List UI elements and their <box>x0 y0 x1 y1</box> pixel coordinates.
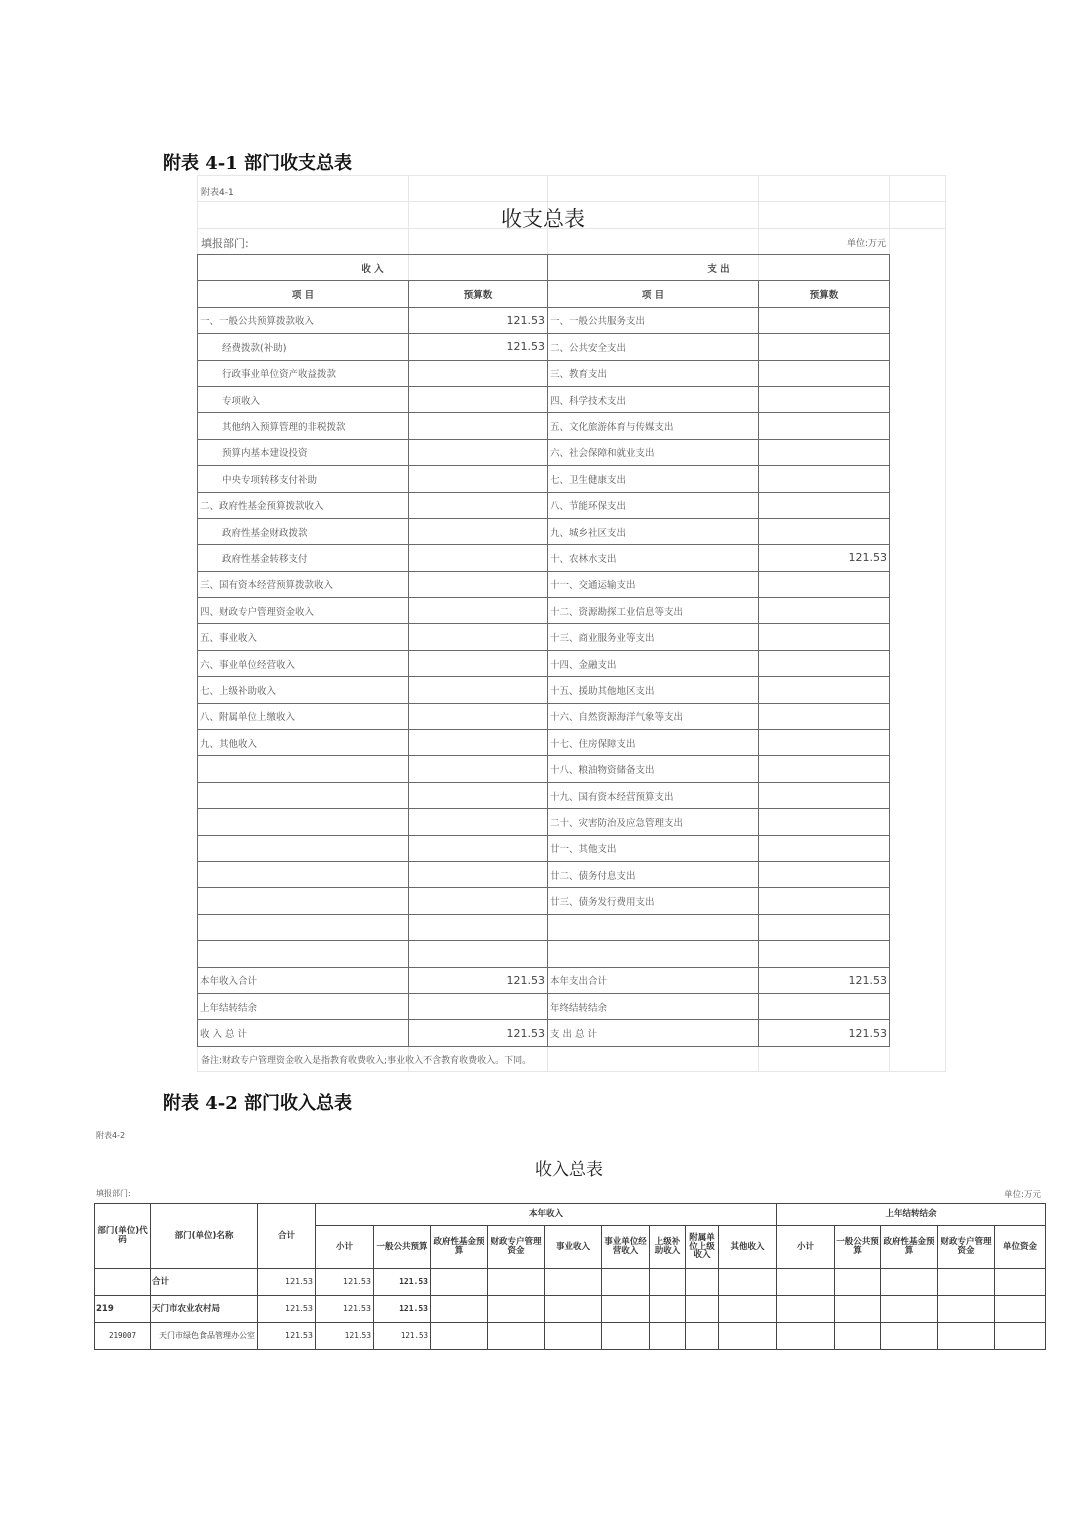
expense-value-cell <box>759 598 890 624</box>
expense-item-cell: 本年支出合计 <box>548 967 759 993</box>
table-row <box>198 782 890 808</box>
income-value-cell <box>409 492 548 518</box>
income-item-cell <box>198 914 409 940</box>
expense-value-cell <box>759 914 890 940</box>
table-row <box>198 993 890 1019</box>
table-row <box>198 835 890 861</box>
table-row <box>198 650 890 676</box>
income-item-cell: 政府性基金转移支付 <box>198 545 409 571</box>
expense-value-cell <box>759 466 890 492</box>
income-value-cell <box>409 624 548 650</box>
cell-code <box>95 1269 151 1296</box>
income-value-cell <box>409 730 548 756</box>
table-row <box>198 967 890 993</box>
section1-title: 附表 4-1 部门收支总表 <box>163 153 353 174</box>
expense-item-cell: 八、节能环保支出 <box>548 492 759 518</box>
expense-value-cell <box>759 518 890 544</box>
expense-item-cell: 五、文化旅游体育与传媒支出 <box>548 413 759 439</box>
table-row <box>198 756 890 782</box>
table-row <box>95 1323 1046 1350</box>
income-item-cell <box>198 782 409 808</box>
table-row <box>198 492 890 518</box>
expense-item-cell: 二十、灾害防治及应急管理支出 <box>548 809 759 835</box>
income-item-cell: 其他纳入预算管理的非税拨款 <box>198 413 409 439</box>
expense-item-cell: 十六、自然资源海洋气象等支出 <box>548 703 759 729</box>
cell-subtotal: 121.53 <box>316 1296 374 1323</box>
income-value-cell: 121.53 <box>409 967 548 993</box>
expense-item-cell: 十五、援助其他地区支出 <box>548 677 759 703</box>
table-row <box>198 334 890 360</box>
section2-title: 附表 4-2 部门收入总表 <box>163 1093 353 1114</box>
grid-line <box>945 175 946 1072</box>
header-current-year: 本年收入 <box>316 1204 777 1226</box>
expense-item-cell: 廿三、债务发行费用支出 <box>548 888 759 914</box>
income-item-cell: 八、附属单位上缴收入 <box>198 703 409 729</box>
table-row <box>198 413 890 439</box>
sheet-caption: 附表4-2 <box>96 1131 126 1140</box>
income-summary-table <box>94 1203 1046 1350</box>
income-item-cell: 九、其他收入 <box>198 730 409 756</box>
income-value-cell <box>409 439 548 465</box>
income-item-cell: 专项收入 <box>198 386 409 412</box>
header-prev-unit-funds: 单位资金 <box>995 1226 1046 1269</box>
header-special-account: 财政专户管理资金 <box>488 1226 545 1269</box>
table-row <box>198 571 890 597</box>
income-expense-table <box>197 254 890 1047</box>
table-row <box>198 466 890 492</box>
income-item-cell: 六、事业单位经营收入 <box>198 650 409 676</box>
income-item-cell: 行政事业单位资产收益拨款 <box>198 360 409 386</box>
income-item-cell: 三、国有资本经营预算拨款收入 <box>198 571 409 597</box>
income-value-cell <box>409 545 548 571</box>
header-previous-year: 上年结转结余 <box>777 1204 1046 1226</box>
header-gov-fund: 政府性基金预算 <box>431 1226 488 1269</box>
expense-item-cell: 七、卫生健康支出 <box>548 466 759 492</box>
expense-item-cell: 三、教育支出 <box>548 360 759 386</box>
expense-item-cell <box>548 941 759 967</box>
expense-item-cell: 十二、资源勘探工业信息等支出 <box>548 598 759 624</box>
income-item-cell <box>198 835 409 861</box>
income-value-cell <box>409 835 548 861</box>
col-budget-header: 预算数 <box>409 281 548 307</box>
unit-label: 单位:万元 <box>1004 1190 1041 1200</box>
income-item-cell <box>198 941 409 967</box>
expense-value-cell <box>759 439 890 465</box>
header-other-income: 其他收入 <box>719 1226 777 1269</box>
expense-value-cell <box>759 624 890 650</box>
expense-item-cell: 支 出 总 计 <box>548 1020 759 1046</box>
income-value-cell <box>409 703 548 729</box>
col-item-header: 项 目 <box>548 281 759 307</box>
cell-name: 合计 <box>151 1269 258 1296</box>
header-prev-subtotal: 小计 <box>777 1226 835 1269</box>
expense-item-cell: 二、公共安全支出 <box>548 334 759 360</box>
income-item-cell: 七、上级补助收入 <box>198 677 409 703</box>
expense-item-cell: 十三、商业服务业等支出 <box>548 624 759 650</box>
header-prev-gov-fund: 政府性基金预算 <box>881 1226 938 1269</box>
expense-value-cell <box>759 888 890 914</box>
header-prev-general: 一般公共预算 <box>835 1226 881 1269</box>
income-value-cell <box>409 941 548 967</box>
expense-value-cell <box>759 334 890 360</box>
header-operating-income: 事业单位经营收入 <box>602 1226 650 1269</box>
income-item-cell: 四、财政专户管理资金收入 <box>198 598 409 624</box>
expense-value-cell <box>759 492 890 518</box>
table-row <box>198 545 890 571</box>
cell-general: 121.53 <box>374 1269 431 1296</box>
table-row <box>198 307 890 333</box>
expense-value-cell <box>759 941 890 967</box>
cell-total: 121.53 <box>258 1269 316 1296</box>
expense-item-cell: 四、科学技术支出 <box>548 386 759 412</box>
income-item-cell: 预算内基本建设投资 <box>198 439 409 465</box>
income-value-cell <box>409 756 548 782</box>
grid-line <box>197 201 946 202</box>
income-item-cell: 二、政府性基金预算拨款收入 <box>198 492 409 518</box>
expense-item-cell: 九、城乡社区支出 <box>548 518 759 544</box>
expense-value-cell <box>759 730 890 756</box>
income-value-cell <box>409 360 548 386</box>
expense-value-cell <box>759 307 890 333</box>
income-value-cell <box>409 914 548 940</box>
header-total: 合计 <box>258 1204 316 1269</box>
expense-item-cell <box>548 914 759 940</box>
income-item-cell: 收 入 总 计 <box>198 1020 409 1046</box>
dept-label: 填报部门: <box>96 1189 131 1198</box>
header-prev-special: 财政专户管理资金 <box>938 1226 995 1269</box>
cell-name: 天门市绿色食品管理办公室 <box>151 1323 258 1350</box>
expense-value-cell: 121.53 <box>759 967 890 993</box>
cell-name: 天门市农业农村局 <box>151 1296 258 1323</box>
expense-item-cell: 十八、粮油物资储备支出 <box>548 756 759 782</box>
expense-value-cell <box>759 782 890 808</box>
table-row <box>198 888 890 914</box>
income-value-cell <box>409 861 548 887</box>
table-row <box>198 861 890 887</box>
col-budget-header: 预算数 <box>759 281 890 307</box>
table-row <box>198 439 890 465</box>
expense-item-cell: 十四、金融支出 <box>548 650 759 676</box>
income-item-cell <box>198 756 409 782</box>
income-value-cell <box>409 466 548 492</box>
table-row <box>198 941 890 967</box>
expense-item-cell: 十一、交通运输支出 <box>548 571 759 597</box>
cell-total: 121.53 <box>258 1296 316 1323</box>
expense-value-cell <box>759 861 890 887</box>
expense-value-cell <box>759 703 890 729</box>
cell-code: 219 <box>95 1296 151 1323</box>
cell-general: 121.53 <box>374 1323 431 1350</box>
header-name: 部门(单位)名称 <box>151 1204 258 1269</box>
expense-item-cell: 廿一、其他支出 <box>548 835 759 861</box>
expense-value-cell: 121.53 <box>759 1020 890 1046</box>
cell-general: 121.53 <box>374 1296 431 1323</box>
expense-value-cell <box>759 809 890 835</box>
expense-item-cell: 六、社会保障和就业支出 <box>548 439 759 465</box>
table-note: 备注:财政专户管理资金收入是指教育收费收入;事业收入不含教育收费收入。下同。 <box>201 1056 532 1066</box>
expense-header: 支 出 <box>548 255 890 281</box>
income-item-cell: 上年结转结余 <box>198 993 409 1019</box>
income-value-cell <box>409 677 548 703</box>
income-value-cell: 121.53 <box>409 307 548 333</box>
header-subtotal: 小计 <box>316 1226 374 1269</box>
table-title: 收支总表 <box>501 207 585 231</box>
income-value-cell <box>409 598 548 624</box>
income-item-cell <box>198 809 409 835</box>
income-value-cell <box>409 888 548 914</box>
col-item-header: 项 目 <box>198 281 409 307</box>
expense-item-cell: 廿二、债务付息支出 <box>548 861 759 887</box>
income-item-cell <box>198 861 409 887</box>
grid-line <box>197 175 946 176</box>
income-item-cell: 中央专项转移支付补助 <box>198 466 409 492</box>
income-value-cell <box>409 809 548 835</box>
expense-value-cell <box>759 413 890 439</box>
cell-subtotal: 121.53 <box>316 1323 374 1350</box>
expense-item-cell: 十、农林水支出 <box>548 545 759 571</box>
income-item-cell: 本年收入合计 <box>198 967 409 993</box>
table-row <box>95 1296 1046 1323</box>
table-row <box>198 1020 890 1046</box>
table-row <box>95 1269 1046 1296</box>
header-affiliated-income: 附属单位上级收入 <box>686 1226 719 1269</box>
dept-label: 填报部门: <box>201 237 249 250</box>
income-value-cell <box>409 413 548 439</box>
income-value-cell <box>409 571 548 597</box>
header-general-budget: 一般公共预算 <box>374 1226 431 1269</box>
table-row <box>198 703 890 729</box>
income-value-cell: 121.53 <box>409 1020 548 1046</box>
table-row <box>198 360 890 386</box>
expense-value-cell <box>759 650 890 676</box>
income-item-cell: 政府性基金财政拨款 <box>198 518 409 544</box>
income-value-cell <box>409 782 548 808</box>
expense-value-cell <box>759 386 890 412</box>
income-item-cell: 经费拨款(补助) <box>198 334 409 360</box>
cell-subtotal: 121.53 <box>316 1269 374 1296</box>
income-item-cell: 一、一般公共预算拨款收入 <box>198 307 409 333</box>
expense-item-cell: 十七、住房保障支出 <box>548 730 759 756</box>
income-item-cell <box>198 888 409 914</box>
table-row <box>198 598 890 624</box>
header-business-income: 事业收入 <box>545 1226 602 1269</box>
expense-value-cell: 121.53 <box>759 545 890 571</box>
expense-item-cell: 十九、国有资本经营预算支出 <box>548 782 759 808</box>
expense-value-cell <box>759 835 890 861</box>
header-superior-subsidy: 上级补助收入 <box>650 1226 686 1269</box>
income-value-cell <box>409 518 548 544</box>
income-value-cell <box>409 650 548 676</box>
table-row <box>198 677 890 703</box>
income-value-cell: 121.53 <box>409 334 548 360</box>
table-row <box>198 518 890 544</box>
expense-value-cell <box>759 993 890 1019</box>
sheet-4-1 <box>197 175 946 1072</box>
sheet-caption: 附表4-1 <box>201 188 234 198</box>
grid-line <box>197 1071 946 1072</box>
expense-value-cell <box>759 360 890 386</box>
expense-value-cell <box>759 756 890 782</box>
income-value-cell <box>409 386 548 412</box>
table-title: 收入总表 <box>535 1160 603 1180</box>
cell-total: 121.53 <box>258 1323 316 1350</box>
expense-value-cell <box>759 677 890 703</box>
income-value-cell <box>409 993 548 1019</box>
table-row <box>198 624 890 650</box>
unit-label: 单位:万元 <box>846 239 886 249</box>
expense-value-cell <box>759 571 890 597</box>
expense-item-cell: 年终结转结余 <box>548 993 759 1019</box>
table-row <box>198 730 890 756</box>
table-row <box>198 914 890 940</box>
income-header: 收 入 <box>198 255 548 281</box>
table-row <box>198 809 890 835</box>
expense-item-cell: 一、一般公共服务支出 <box>548 307 759 333</box>
table-row <box>198 386 890 412</box>
header-code: 部门(单位)代码 <box>95 1204 151 1269</box>
cell-code: 219007 <box>95 1323 151 1350</box>
income-item-cell: 五、事业收入 <box>198 624 409 650</box>
